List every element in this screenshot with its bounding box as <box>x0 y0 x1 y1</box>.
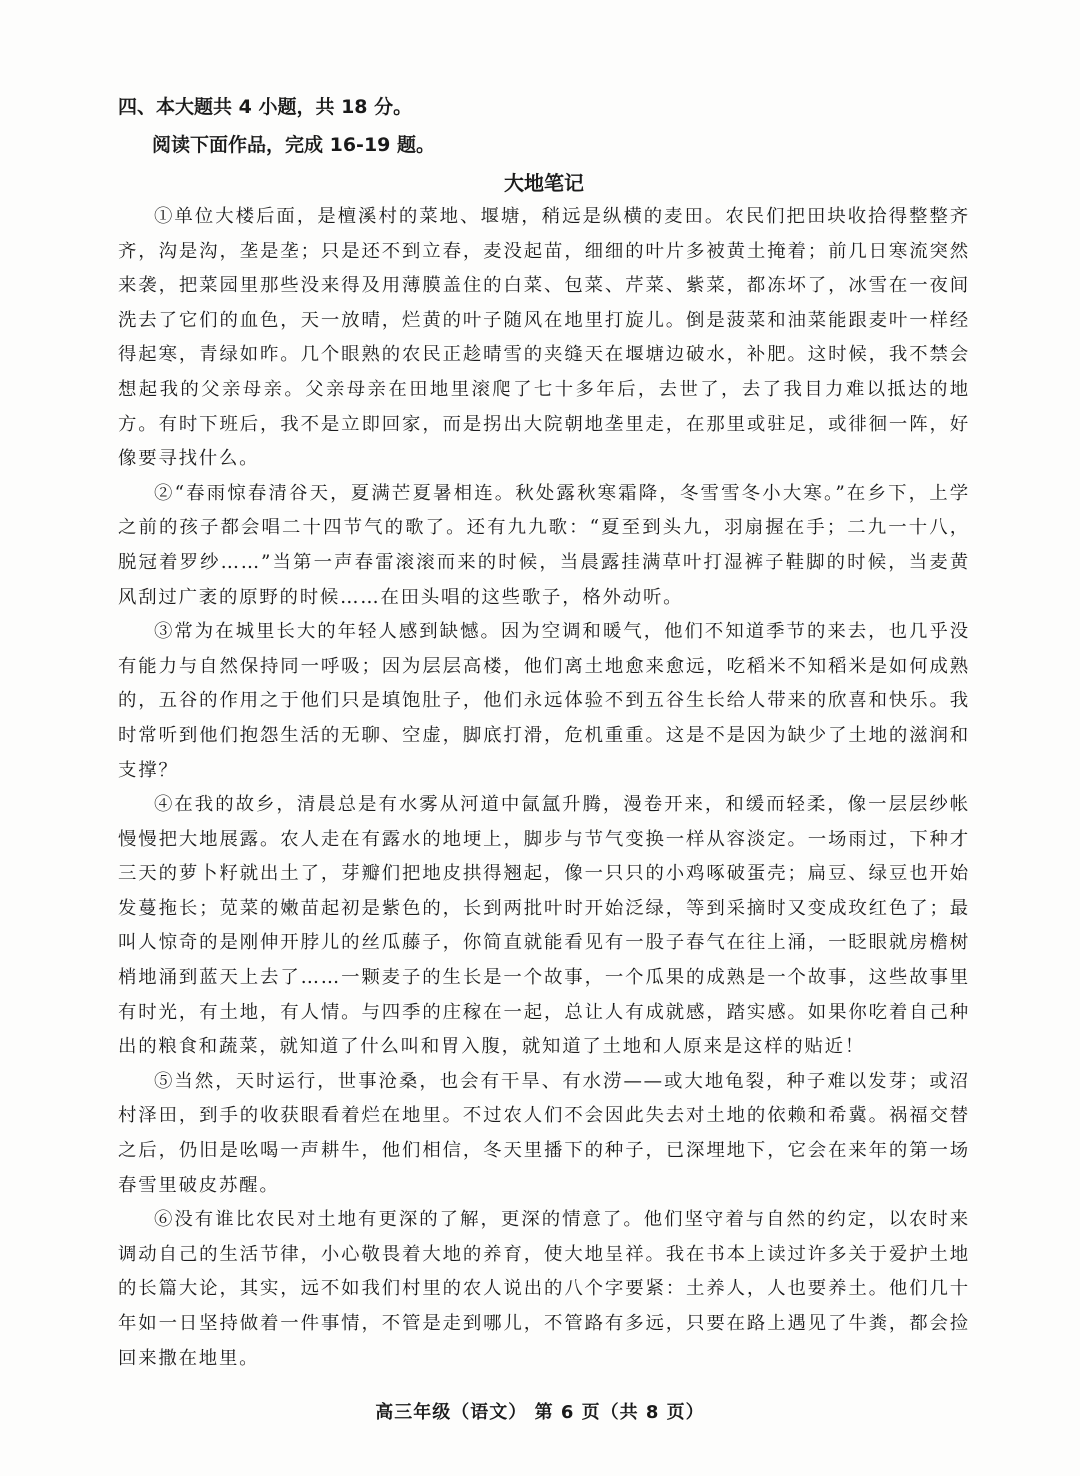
article-paragraph-1: ①单位大楼后面，是檀溪村的菜地、堰塘，稍远是纵横的麦田。农民们把田块收拾得整整齐齐，沟是沟，垄是垄；只是还不到立春，麦没起苗，细细的叶片多被黄土掩着；前几日寒流突然来袭，把菜园里那些没来得及用薄膜盖住的白菜、包菜、芹菜、紫菜，都冻坏了，冰雪在一夜间洗去了它们的血色，天一放晴，烂黄的叶子随风在地里打旋儿。倒是菠菜和油菜能跟麦叶一样经得起寒，青绿如昨。几个眼熟的农民正趁晴雪的夹缝天在堰塘边破水，补肥。这时候，我不禁会想起我的父亲母亲。父亲母亲在田地里滚爬了七十多年后，去世了，去了我目力难以抵达的地方。有时下班后，我不是立即回家，而是拐出大院朝地垄里走，在那里或驻足，或徘徊一阵，好像要寻找什么。 <box>118 206 970 470</box>
section-heading: 四、本大题共 4 小题，共 18 分。 <box>118 96 413 118</box>
section-instruction: 阅读下面作品，完成 16-19 题。 <box>152 134 435 156</box>
article-paragraph-5: ⑤当然，天时运行，世事沧桑，也会有干旱、有水涝——或大地龟裂，种子难以发芽；或沼村泽田，到手的收获眼看着烂在地里。不过农人们不会因此失去对土地的依赖和希冀。祸福交替之后，仍旧是吆喝一声耕牛，他们相信，冬天里播下的种子，已深埋地下，它会在来年的第一场春雪里破皮苏醒。 <box>118 1070 970 1196</box>
article-paragraph-4: ④在我的故乡，清晨总是有水雾从河道中氤氲升腾，漫卷开来，和缓而轻柔，像一层层纱帐慢慢把大地展露。农人走在有露水的地埂上，脚步与节气变换一样从容淡定。一场雨过，下种才三天的萝卜籽就出土了，芽瓣们把地皮拱得翘起，像一只只的小鸡啄破蛋壳；扁豆、绿豆也开始发蔓拖长；苋菜的嫩苗起初是紫色的，长到两批叶时开始泛绿，等到采摘时又变成玫红色了；最叫人惊奇的是刚伸开脖儿的丝瓜藤子，你简直就能看见有一股子春气在往上涌，一眨眼就房檐树梢地涌到蓝天上去了……一颗麦子的生长是一个故事，一个瓜果的成熟是一个故事，这些故事里有时光，有土地，有人情。与四季的庄稼在一起，总让人有成就感，踏实感。如果你吃着自己种出的粮食和蔬菜，就知道了什么叫和胃入腹，就知道了土地和人原来是这样的贴近！ <box>118 794 970 1058</box>
article-paragraph-3: ③常为在城里长大的年轻人感到缺憾。因为空调和暖气，他们不知道季节的来去，也几乎没有能力与自然保持同一呼吸；因为层层高楼，他们离土地愈来愈远，吃稻米不知稻米是如何成熟的，五谷的作用之于他们只是填饱肚子，他们永远体验不到五谷生长给人带来的欣喜和快乐。我时常听到他们抱怨生活的无聊、空虚，脚底打滑，危机重重。这是不是因为缺少了土地的滋润和支撑？ <box>118 621 970 781</box>
article-title: 大地笔记 <box>504 171 584 195</box>
article-paragraph-6: ⑥没有谁比农民对土地有更深的了解，更深的情意了。他们坚守着与自然的约定，以农时来调动自己的生活节律，小心敬畏着大地的养育，使大地呈祥。我在书本上读过许多关于爱护土地的长篇大论，其实，远不如我们村里的农人说出的八个字要紧：土养人，人也要养土。他们几十年如一日坚持做着一件事情，不管是走到哪儿，不管路有多远，只要在路上遇见了牛粪，都会捡回来撒在地里。 <box>118 1209 970 1369</box>
page-content <box>118 90 970 1376</box>
article-paragraph-2: ②“春雨惊春清谷天，夏满芒夏暑相连。秋处露秋寒霜降，冬雪雪冬小大寒。”在乡下，上学之前的孩子都会唱二十四节气的歌了。还有九九歌：“夏至到头九，羽扇握在手；二九一十八，脱冠着罗纱……”当第一声春雷滚滚而来的时候，当晨露挂满草叶打湿裤子鞋脚的时候，当麦黄风刮过广袤的原野的时候……在田头唱的这些歌子，格外动听。 <box>118 482 970 608</box>
page-footer: 高三年级（语文） 第 6 页（共 8 页） <box>375 1402 705 1423</box>
